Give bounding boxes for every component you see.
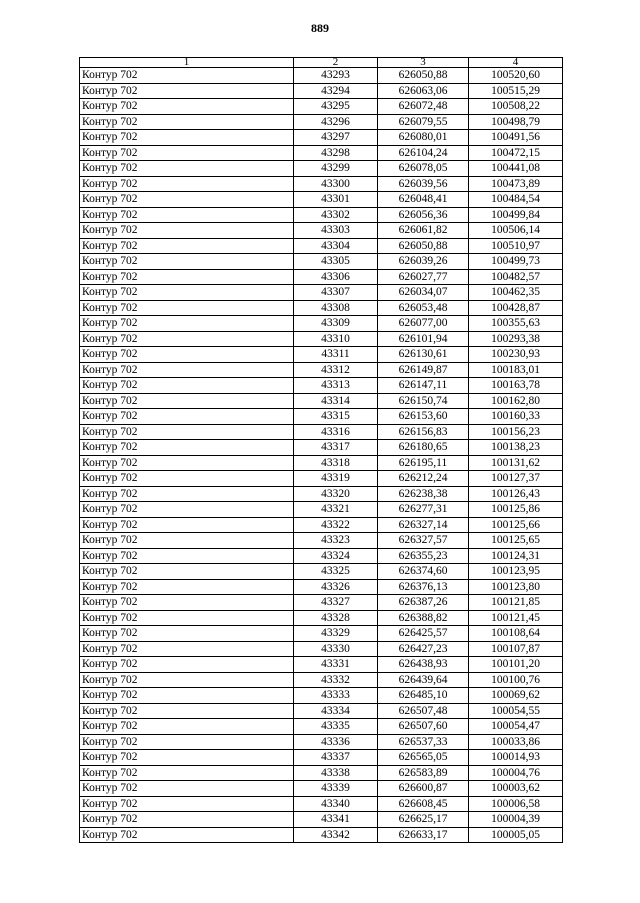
table-row	[80, 130, 563, 146]
table-header	[80, 58, 563, 68]
y-coordinate-cell: 100183,01	[469, 362, 563, 378]
contour-cell: Контур 702	[80, 765, 294, 781]
point-number-cell: 43326	[294, 579, 378, 595]
x-coordinate-cell: 626485,10	[378, 688, 469, 704]
x-coordinate-cell: 626537,33	[378, 734, 469, 750]
y-coordinate-cell: 100003,62	[469, 781, 563, 797]
point-number-cell: 43331	[294, 657, 378, 673]
table-row	[80, 812, 563, 828]
contour-cell: Контур 702	[80, 734, 294, 750]
table-row	[80, 331, 563, 347]
contour-cell: Контур 702	[80, 207, 294, 223]
x-coordinate-cell: 626427,23	[378, 641, 469, 657]
table-row	[80, 83, 563, 99]
table-row	[80, 68, 563, 84]
table-row	[80, 579, 563, 595]
x-coordinate-cell: 626425,57	[378, 626, 469, 642]
table-row	[80, 533, 563, 549]
point-number-cell: 43339	[294, 781, 378, 797]
table-row	[80, 486, 563, 502]
y-coordinate-cell: 100054,55	[469, 703, 563, 719]
y-coordinate-cell: 100515,29	[469, 83, 563, 99]
point-number-cell: 43311	[294, 347, 378, 363]
y-coordinate-cell: 100107,87	[469, 641, 563, 657]
y-coordinate-cell: 100004,39	[469, 812, 563, 828]
header-row	[80, 58, 563, 68]
table-row	[80, 424, 563, 440]
y-coordinate-cell: 100014,93	[469, 750, 563, 766]
coordinates-table	[79, 57, 563, 843]
y-coordinate-cell: 100124,31	[469, 548, 563, 564]
contour-cell: Контур 702	[80, 161, 294, 177]
y-coordinate-cell: 100101,20	[469, 657, 563, 673]
x-coordinate-cell: 626056,36	[378, 207, 469, 223]
contour-cell: Контур 702	[80, 424, 294, 440]
point-number-cell: 43312	[294, 362, 378, 378]
x-coordinate-cell: 626101,94	[378, 331, 469, 347]
table-row	[80, 347, 563, 363]
x-coordinate-cell: 626388,82	[378, 610, 469, 626]
contour-cell: Контур 702	[80, 548, 294, 564]
y-coordinate-cell: 100160,33	[469, 409, 563, 425]
x-coordinate-cell: 626153,60	[378, 409, 469, 425]
point-number-cell: 43302	[294, 207, 378, 223]
x-coordinate-cell: 626150,74	[378, 393, 469, 409]
point-number-cell: 43324	[294, 548, 378, 564]
y-coordinate-cell: 100499,73	[469, 254, 563, 270]
table-row	[80, 719, 563, 735]
point-number-cell: 43320	[294, 486, 378, 502]
table-row	[80, 796, 563, 812]
x-coordinate-cell: 626600,87	[378, 781, 469, 797]
y-coordinate-cell: 100520,60	[469, 68, 563, 84]
x-coordinate-cell: 626327,14	[378, 517, 469, 533]
contour-cell: Контур 702	[80, 641, 294, 657]
y-coordinate-cell: 100126,43	[469, 486, 563, 502]
x-coordinate-cell: 626376,13	[378, 579, 469, 595]
contour-cell: Контур 702	[80, 796, 294, 812]
y-coordinate-cell: 100508,22	[469, 99, 563, 115]
x-coordinate-cell: 626039,56	[378, 176, 469, 192]
column-header-3: 3	[378, 58, 469, 68]
contour-cell: Контур 702	[80, 145, 294, 161]
contour-cell: Контур 702	[80, 533, 294, 549]
x-coordinate-cell: 626039,26	[378, 254, 469, 270]
table-row	[80, 471, 563, 487]
point-number-cell: 43317	[294, 440, 378, 456]
column-header-2: 2	[294, 58, 378, 68]
table-row	[80, 781, 563, 797]
table-row	[80, 641, 563, 657]
table-row	[80, 703, 563, 719]
contour-cell: Контур 702	[80, 455, 294, 471]
contour-cell: Контур 702	[80, 347, 294, 363]
table-row	[80, 145, 563, 161]
contour-cell: Контур 702	[80, 626, 294, 642]
x-coordinate-cell: 626374,60	[378, 564, 469, 580]
point-number-cell: 43309	[294, 316, 378, 332]
contour-cell: Контур 702	[80, 595, 294, 611]
point-number-cell: 43316	[294, 424, 378, 440]
x-coordinate-cell: 626507,48	[378, 703, 469, 719]
point-number-cell: 43315	[294, 409, 378, 425]
point-number-cell: 43319	[294, 471, 378, 487]
contour-cell: Контур 702	[80, 99, 294, 115]
point-number-cell: 43340	[294, 796, 378, 812]
contour-cell: Контур 702	[80, 176, 294, 192]
x-coordinate-cell: 626608,45	[378, 796, 469, 812]
point-number-cell: 43325	[294, 564, 378, 580]
table-row	[80, 223, 563, 239]
point-number-cell: 43329	[294, 626, 378, 642]
contour-cell: Контур 702	[80, 517, 294, 533]
point-number-cell: 43313	[294, 378, 378, 394]
table-row	[80, 440, 563, 456]
point-number-cell: 43321	[294, 502, 378, 518]
y-coordinate-cell: 100125,86	[469, 502, 563, 518]
y-coordinate-cell: 100482,57	[469, 269, 563, 285]
x-coordinate-cell: 626147,11	[378, 378, 469, 394]
point-number-cell: 43323	[294, 533, 378, 549]
table-row	[80, 192, 563, 208]
contour-cell: Контур 702	[80, 130, 294, 146]
x-coordinate-cell: 626238,38	[378, 486, 469, 502]
contour-cell: Контур 702	[80, 378, 294, 394]
table-row	[80, 161, 563, 177]
table-row	[80, 378, 563, 394]
x-coordinate-cell: 626053,48	[378, 300, 469, 316]
x-coordinate-cell: 626156,83	[378, 424, 469, 440]
y-coordinate-cell: 100138,23	[469, 440, 563, 456]
point-number-cell: 43293	[294, 68, 378, 84]
point-number-cell: 43296	[294, 114, 378, 130]
x-coordinate-cell: 626063,06	[378, 83, 469, 99]
y-coordinate-cell: 100054,47	[469, 719, 563, 735]
y-coordinate-cell: 100355,63	[469, 316, 563, 332]
x-coordinate-cell: 626050,88	[378, 68, 469, 84]
y-coordinate-cell: 100121,85	[469, 595, 563, 611]
x-coordinate-cell: 626195,11	[378, 455, 469, 471]
contour-cell: Контур 702	[80, 781, 294, 797]
point-number-cell: 43314	[294, 393, 378, 409]
x-coordinate-cell: 626355,23	[378, 548, 469, 564]
point-number-cell: 43308	[294, 300, 378, 316]
table-row	[80, 750, 563, 766]
point-number-cell: 43305	[294, 254, 378, 270]
point-number-cell: 43306	[294, 269, 378, 285]
x-coordinate-cell: 626633,17	[378, 827, 469, 843]
x-coordinate-cell: 626027,77	[378, 269, 469, 285]
x-coordinate-cell: 626149,87	[378, 362, 469, 378]
table-row	[80, 610, 563, 626]
y-coordinate-cell: 100441,08	[469, 161, 563, 177]
contour-cell: Контур 702	[80, 114, 294, 130]
contour-cell: Контур 702	[80, 672, 294, 688]
point-number-cell: 43330	[294, 641, 378, 657]
contour-cell: Контур 702	[80, 564, 294, 580]
point-number-cell: 43304	[294, 238, 378, 254]
point-number-cell: 43300	[294, 176, 378, 192]
y-coordinate-cell: 100506,14	[469, 223, 563, 239]
contour-cell: Контур 702	[80, 812, 294, 828]
y-coordinate-cell: 100033,86	[469, 734, 563, 750]
y-coordinate-cell: 100156,23	[469, 424, 563, 440]
y-coordinate-cell: 100473,89	[469, 176, 563, 192]
y-coordinate-cell: 100125,65	[469, 533, 563, 549]
y-coordinate-cell: 100123,80	[469, 579, 563, 595]
contour-cell: Контур 702	[80, 719, 294, 735]
table-row	[80, 269, 563, 285]
contour-cell: Контур 702	[80, 223, 294, 239]
point-number-cell: 43310	[294, 331, 378, 347]
y-coordinate-cell: 100006,58	[469, 796, 563, 812]
table-row	[80, 688, 563, 704]
x-coordinate-cell: 626034,07	[378, 285, 469, 301]
point-number-cell: 43327	[294, 595, 378, 611]
table-row	[80, 300, 563, 316]
table-row	[80, 657, 563, 673]
x-coordinate-cell: 626180,65	[378, 440, 469, 456]
table-row	[80, 734, 563, 750]
point-number-cell: 43322	[294, 517, 378, 533]
contour-cell: Контур 702	[80, 331, 294, 347]
x-coordinate-cell: 626625,17	[378, 812, 469, 828]
x-coordinate-cell: 626080,01	[378, 130, 469, 146]
x-coordinate-cell: 626439,64	[378, 672, 469, 688]
contour-cell: Контур 702	[80, 657, 294, 673]
table-row	[80, 176, 563, 192]
point-number-cell: 43299	[294, 161, 378, 177]
y-coordinate-cell: 100005,05	[469, 827, 563, 843]
point-number-cell: 43328	[294, 610, 378, 626]
table-row	[80, 362, 563, 378]
contour-cell: Контур 702	[80, 83, 294, 99]
point-number-cell: 43297	[294, 130, 378, 146]
y-coordinate-cell: 100131,62	[469, 455, 563, 471]
y-coordinate-cell: 100163,78	[469, 378, 563, 394]
y-coordinate-cell: 100293,38	[469, 331, 563, 347]
table-row	[80, 114, 563, 130]
table-row	[80, 827, 563, 843]
y-coordinate-cell: 100123,95	[469, 564, 563, 580]
column-header-1: 1	[80, 58, 294, 68]
y-coordinate-cell: 100069,62	[469, 688, 563, 704]
contour-cell: Контур 702	[80, 300, 294, 316]
point-number-cell: 43318	[294, 455, 378, 471]
x-coordinate-cell: 626048,41	[378, 192, 469, 208]
x-coordinate-cell: 626583,89	[378, 765, 469, 781]
x-coordinate-cell: 626277,31	[378, 502, 469, 518]
contour-cell: Контур 702	[80, 610, 294, 626]
contour-cell: Контур 702	[80, 440, 294, 456]
table-body	[80, 68, 563, 843]
contour-cell: Контур 702	[80, 192, 294, 208]
y-coordinate-cell: 100004,76	[469, 765, 563, 781]
x-coordinate-cell: 626072,48	[378, 99, 469, 115]
table-row	[80, 455, 563, 471]
contour-cell: Контур 702	[80, 688, 294, 704]
x-coordinate-cell: 626438,93	[378, 657, 469, 673]
point-number-cell: 43332	[294, 672, 378, 688]
y-coordinate-cell: 100162,80	[469, 393, 563, 409]
point-number-cell: 43336	[294, 734, 378, 750]
y-coordinate-cell: 100121,45	[469, 610, 563, 626]
point-number-cell: 43333	[294, 688, 378, 704]
y-coordinate-cell: 100491,56	[469, 130, 563, 146]
x-coordinate-cell: 626061,82	[378, 223, 469, 239]
contour-cell: Контур 702	[80, 68, 294, 84]
y-coordinate-cell: 100510,97	[469, 238, 563, 254]
point-number-cell: 43303	[294, 223, 378, 239]
column-header-4: 4	[469, 58, 563, 68]
contour-cell: Контур 702	[80, 362, 294, 378]
contour-cell: Контур 702	[80, 579, 294, 595]
contour-cell: Контур 702	[80, 486, 294, 502]
x-coordinate-cell: 626327,57	[378, 533, 469, 549]
y-coordinate-cell: 100484,54	[469, 192, 563, 208]
x-coordinate-cell: 626507,60	[378, 719, 469, 735]
table-row	[80, 564, 563, 580]
table-row	[80, 393, 563, 409]
contour-cell: Контур 702	[80, 238, 294, 254]
contour-cell: Контур 702	[80, 254, 294, 270]
y-coordinate-cell: 100498,79	[469, 114, 563, 130]
point-number-cell: 43294	[294, 83, 378, 99]
point-number-cell: 43342	[294, 827, 378, 843]
point-number-cell: 43341	[294, 812, 378, 828]
y-coordinate-cell: 100100,76	[469, 672, 563, 688]
contour-cell: Контур 702	[80, 502, 294, 518]
x-coordinate-cell: 626077,00	[378, 316, 469, 332]
y-coordinate-cell: 100462,35	[469, 285, 563, 301]
table-row	[80, 672, 563, 688]
x-coordinate-cell: 626130,61	[378, 347, 469, 363]
table-row	[80, 207, 563, 223]
x-coordinate-cell: 626050,88	[378, 238, 469, 254]
point-number-cell: 43307	[294, 285, 378, 301]
page-number: 889	[311, 21, 329, 35]
y-coordinate-cell: 100108,64	[469, 626, 563, 642]
y-coordinate-cell: 100499,84	[469, 207, 563, 223]
y-coordinate-cell: 100125,66	[469, 517, 563, 533]
table-row	[80, 626, 563, 642]
x-coordinate-cell: 626387,26	[378, 595, 469, 611]
x-coordinate-cell: 626565,05	[378, 750, 469, 766]
x-coordinate-cell: 626212,24	[378, 471, 469, 487]
point-number-cell: 43298	[294, 145, 378, 161]
point-number-cell: 43334	[294, 703, 378, 719]
y-coordinate-cell: 100428,87	[469, 300, 563, 316]
table-row	[80, 548, 563, 564]
point-number-cell: 43295	[294, 99, 378, 115]
y-coordinate-cell: 100230,93	[469, 347, 563, 363]
y-coordinate-cell: 100472,15	[469, 145, 563, 161]
contour-cell: Контур 702	[80, 750, 294, 766]
table-row	[80, 254, 563, 270]
contour-cell: Контур 702	[80, 269, 294, 285]
contour-cell: Контур 702	[80, 393, 294, 409]
x-coordinate-cell: 626104,24	[378, 145, 469, 161]
contour-cell: Контур 702	[80, 409, 294, 425]
x-coordinate-cell: 626078,05	[378, 161, 469, 177]
contour-cell: Контур 702	[80, 827, 294, 843]
x-coordinate-cell: 626079,55	[378, 114, 469, 130]
contour-cell: Контур 702	[80, 703, 294, 719]
point-number-cell: 43335	[294, 719, 378, 735]
contour-cell: Контур 702	[80, 471, 294, 487]
table-row	[80, 765, 563, 781]
table-row	[80, 285, 563, 301]
table-row	[80, 99, 563, 115]
point-number-cell: 43338	[294, 765, 378, 781]
y-coordinate-cell: 100127,37	[469, 471, 563, 487]
table-row	[80, 238, 563, 254]
table-row	[80, 316, 563, 332]
table-row	[80, 502, 563, 518]
contour-cell: Контур 702	[80, 316, 294, 332]
table-row	[80, 595, 563, 611]
table-row	[80, 517, 563, 533]
table-row	[80, 409, 563, 425]
contour-cell: Контур 702	[80, 285, 294, 301]
point-number-cell: 43337	[294, 750, 378, 766]
point-number-cell: 43301	[294, 192, 378, 208]
